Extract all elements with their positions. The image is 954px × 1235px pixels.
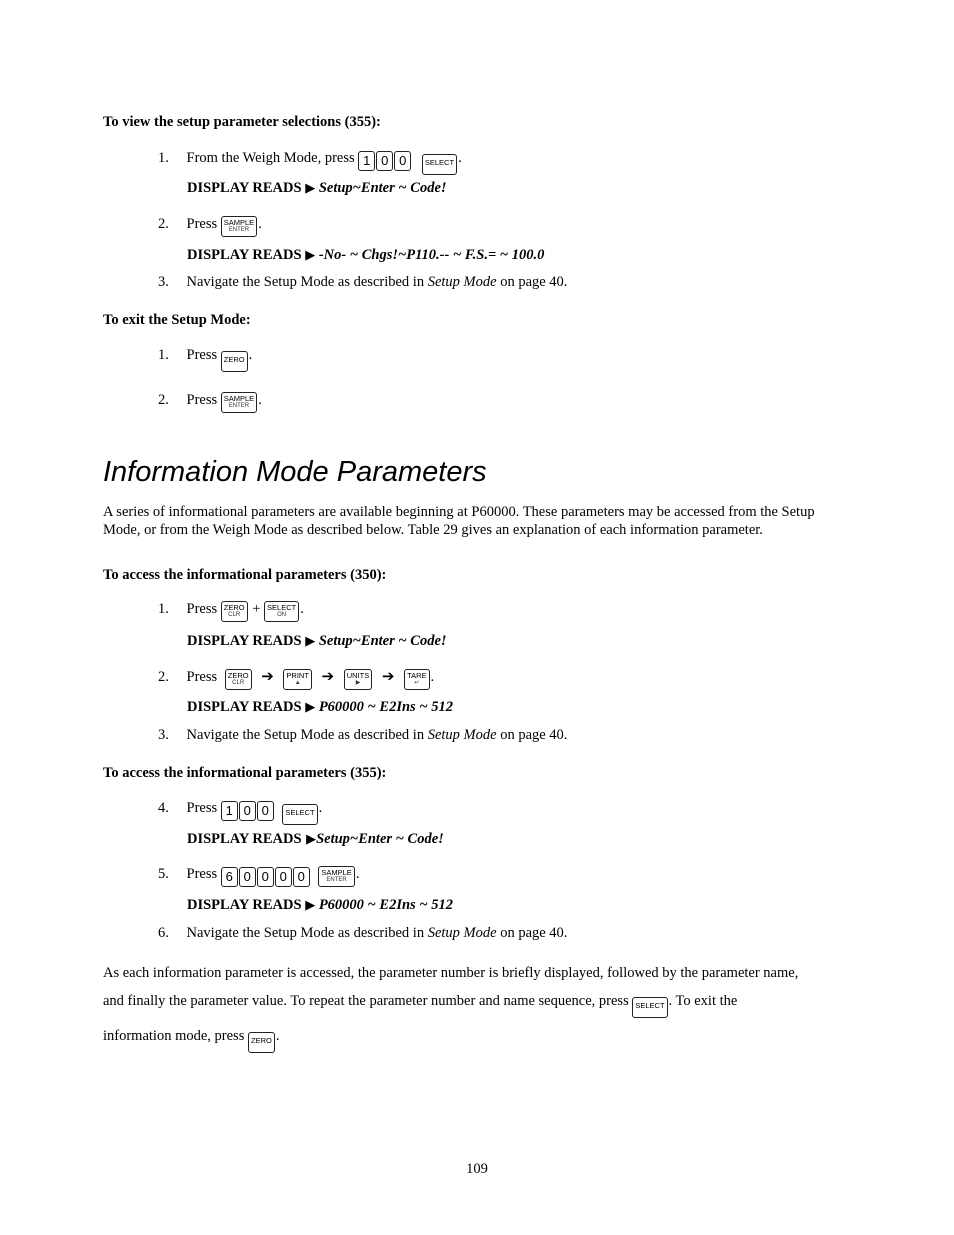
step-number: 1. (158, 150, 169, 166)
display-reads-view-1 (187, 179, 447, 198)
step-exit-1 (158, 346, 252, 372)
period: . (258, 392, 262, 408)
step-text: Press (186, 392, 218, 408)
right-triangle-icon: ▶ (305, 700, 316, 715)
step-text: Press (186, 216, 218, 232)
key-0-icon: 0 (257, 867, 274, 887)
right-arrow-icon: ➔ (321, 667, 335, 685)
right-triangle-icon: ▶ (301, 832, 317, 847)
period: . (318, 800, 323, 816)
step-number: 6. (158, 925, 169, 941)
display-reads-label: DISPLAY READS (187, 180, 302, 196)
page-reference: on page 40. (496, 274, 568, 290)
step-number: 3. (158, 274, 169, 290)
step-number: 1. (158, 601, 169, 617)
zero-key-icon: ZERO (221, 351, 248, 372)
select-key-icon: SELECT (632, 997, 667, 1018)
right-triangle-icon: ▶ (305, 898, 316, 913)
display-reads-view-2 (187, 246, 544, 265)
select-key-icon: SELECT (422, 154, 457, 175)
step-exit-2 (158, 391, 262, 413)
key-top-label: SAMPLE (223, 218, 255, 227)
step-number: 5. (158, 866, 169, 882)
right-triangle-icon: ▶ (305, 248, 316, 263)
step-355-5 (158, 865, 359, 887)
step-text: Press (186, 866, 218, 882)
step-355-6 (158, 924, 567, 942)
display-reads-350-1 (187, 632, 447, 651)
period: . (300, 601, 304, 617)
page-number: 109 (466, 1161, 488, 1177)
step-350-1 (158, 600, 304, 622)
display-reads-label: DISPLAY READS (187, 831, 302, 847)
right-arrow-icon: ➔ (381, 667, 395, 685)
step-text: Press (186, 347, 218, 363)
key-0-icon: 0 (257, 801, 274, 821)
closing-text-end: . To exit the (668, 993, 738, 1009)
page-title: Information Mode Parameters (103, 456, 487, 488)
step-355-4 (158, 799, 322, 825)
zero-clr-key-icon (221, 601, 248, 622)
display-value: Setup~Enter ~ Code! (316, 831, 444, 847)
display-value: Setup~Enter ~ Code! (318, 180, 447, 196)
step-text: Press (186, 669, 218, 685)
period: . (430, 669, 435, 685)
key-top-label: TARE (407, 671, 427, 680)
key-sub-label: ↵ (414, 680, 420, 686)
display-value: P60000 ~ E2Ins ~ 512 (318, 897, 453, 913)
key-0-icon: 0 (239, 867, 256, 887)
intro-paragraph: A series of informational parameters are available beginning at P60000. These parameters may be accessed from the Setup Mode, or from the Weigh Mode as described below. Table 29 gives an explanation of each information parameter. (103, 504, 815, 538)
sample-enter-key-icon (318, 866, 354, 887)
closing-line-2 (103, 992, 737, 1018)
display-reads-350-2 (187, 698, 453, 717)
key-sub-label: CLR (232, 680, 245, 686)
setup-mode-reference: Setup Mode (427, 274, 497, 290)
step-text: Press (186, 601, 218, 617)
key-0-icon: 0 (376, 151, 393, 171)
page-reference: on page 40. (496, 925, 568, 941)
step-text: From the Weigh Mode, press (186, 150, 355, 166)
display-value: -No- ~ Chgs!~P110.-- ~ F.S.= ~ 100.0 (318, 247, 545, 263)
key-0-icon: 0 (394, 151, 411, 171)
key-sub-label: ENTER (326, 877, 347, 883)
right-triangle-icon: ▶ (305, 181, 316, 196)
key-sub-label: ENTER (228, 227, 250, 233)
step-view-1 (158, 149, 462, 175)
key-top-label: SAMPLE (321, 868, 352, 877)
display-value: P60000 ~ E2Ins ~ 512 (318, 699, 453, 715)
sample-enter-key-icon (221, 216, 257, 237)
key-1-icon: 1 (358, 151, 375, 171)
period: . (258, 216, 262, 232)
key-sub-label: ON (277, 612, 287, 618)
exit-setup-heading: To exit the Setup Mode: (103, 312, 251, 328)
step-number: 1. (158, 347, 169, 363)
select-key-icon: SELECT (282, 804, 317, 825)
display-value: Setup~Enter ~ Code! (318, 633, 447, 649)
display-reads-label: DISPLAY READS (187, 633, 302, 649)
step-text: Navigate the Setup Mode as described in (186, 925, 428, 941)
closing-text: and finally the parameter value. To repeat the parameter number and name sequence, press (103, 993, 629, 1009)
select-on-key-icon (264, 601, 299, 622)
page-reference: on page 40. (496, 727, 568, 743)
key-0-icon: 0 (239, 801, 256, 821)
zero-key-icon: ZERO (248, 1032, 275, 1053)
units-key-icon (344, 669, 373, 690)
key-0-icon: 0 (293, 867, 310, 887)
step-number: 2. (158, 392, 169, 408)
key-sub-label: ▲ (294, 680, 301, 686)
step-text: Press (186, 800, 218, 816)
closing-line-3 (103, 1027, 279, 1053)
key-sub-label: ▶ (355, 680, 361, 686)
plus-sign: + (252, 601, 261, 617)
key-0-icon: 0 (275, 867, 292, 887)
display-reads-label: DISPLAY READS (187, 699, 302, 715)
step-number: 2. (158, 216, 169, 232)
step-number: 2. (158, 669, 169, 685)
key-top-label: PRINT (286, 671, 309, 680)
print-key-icon (283, 669, 312, 690)
closing-line-1: As each information parameter is accessed, the parameter number is briefly displayed, followed by the parameter name, (103, 965, 799, 981)
step-350-2 (158, 667, 434, 690)
step-number: 3. (158, 727, 169, 743)
display-reads-355-5 (187, 896, 453, 915)
closing-text: information mode, press (103, 1028, 245, 1044)
access-355-heading: To access the informational parameters (355): (103, 765, 387, 781)
zero-clr-key-icon (225, 669, 252, 690)
key-top-label: SELECT (267, 603, 297, 612)
setup-mode-reference: Setup Mode (427, 727, 497, 743)
step-text: Navigate the Setup Mode as described in (186, 727, 428, 743)
right-arrow-icon: ➔ (261, 667, 274, 685)
display-reads-label: DISPLAY READS (187, 247, 302, 263)
key-sub-label: ENTER (228, 403, 250, 409)
step-text: Navigate the Setup Mode as described in (186, 274, 428, 290)
view-setup-heading: To view the setup parameter selections (355): (103, 114, 381, 130)
period: . (355, 866, 360, 882)
key-top-label: UNITS (346, 671, 370, 680)
period: . (248, 347, 253, 363)
step-view-2 (158, 215, 262, 237)
key-1-icon: 1 (221, 801, 238, 821)
key-top-label: ZERO (223, 603, 245, 612)
sample-enter-key-icon (221, 392, 257, 413)
step-number: 4. (158, 800, 169, 816)
right-triangle-icon: ▶ (305, 634, 316, 649)
period: . (275, 1028, 280, 1044)
display-reads-355-4 (187, 830, 444, 849)
step-350-3 (158, 726, 567, 744)
step-view-3 (158, 273, 567, 291)
setup-mode-reference: Setup Mode (427, 925, 497, 941)
period: . (458, 150, 462, 166)
display-reads-label: DISPLAY READS (187, 897, 302, 913)
access-350-heading: To access the informational parameters (350): (103, 567, 387, 583)
key-top-label: SAMPLE (223, 394, 255, 403)
key-top-label: ZERO (227, 671, 249, 680)
key-6-icon: 6 (221, 867, 238, 887)
key-sub-label: CLR (228, 612, 241, 618)
tare-key-icon (404, 669, 429, 690)
